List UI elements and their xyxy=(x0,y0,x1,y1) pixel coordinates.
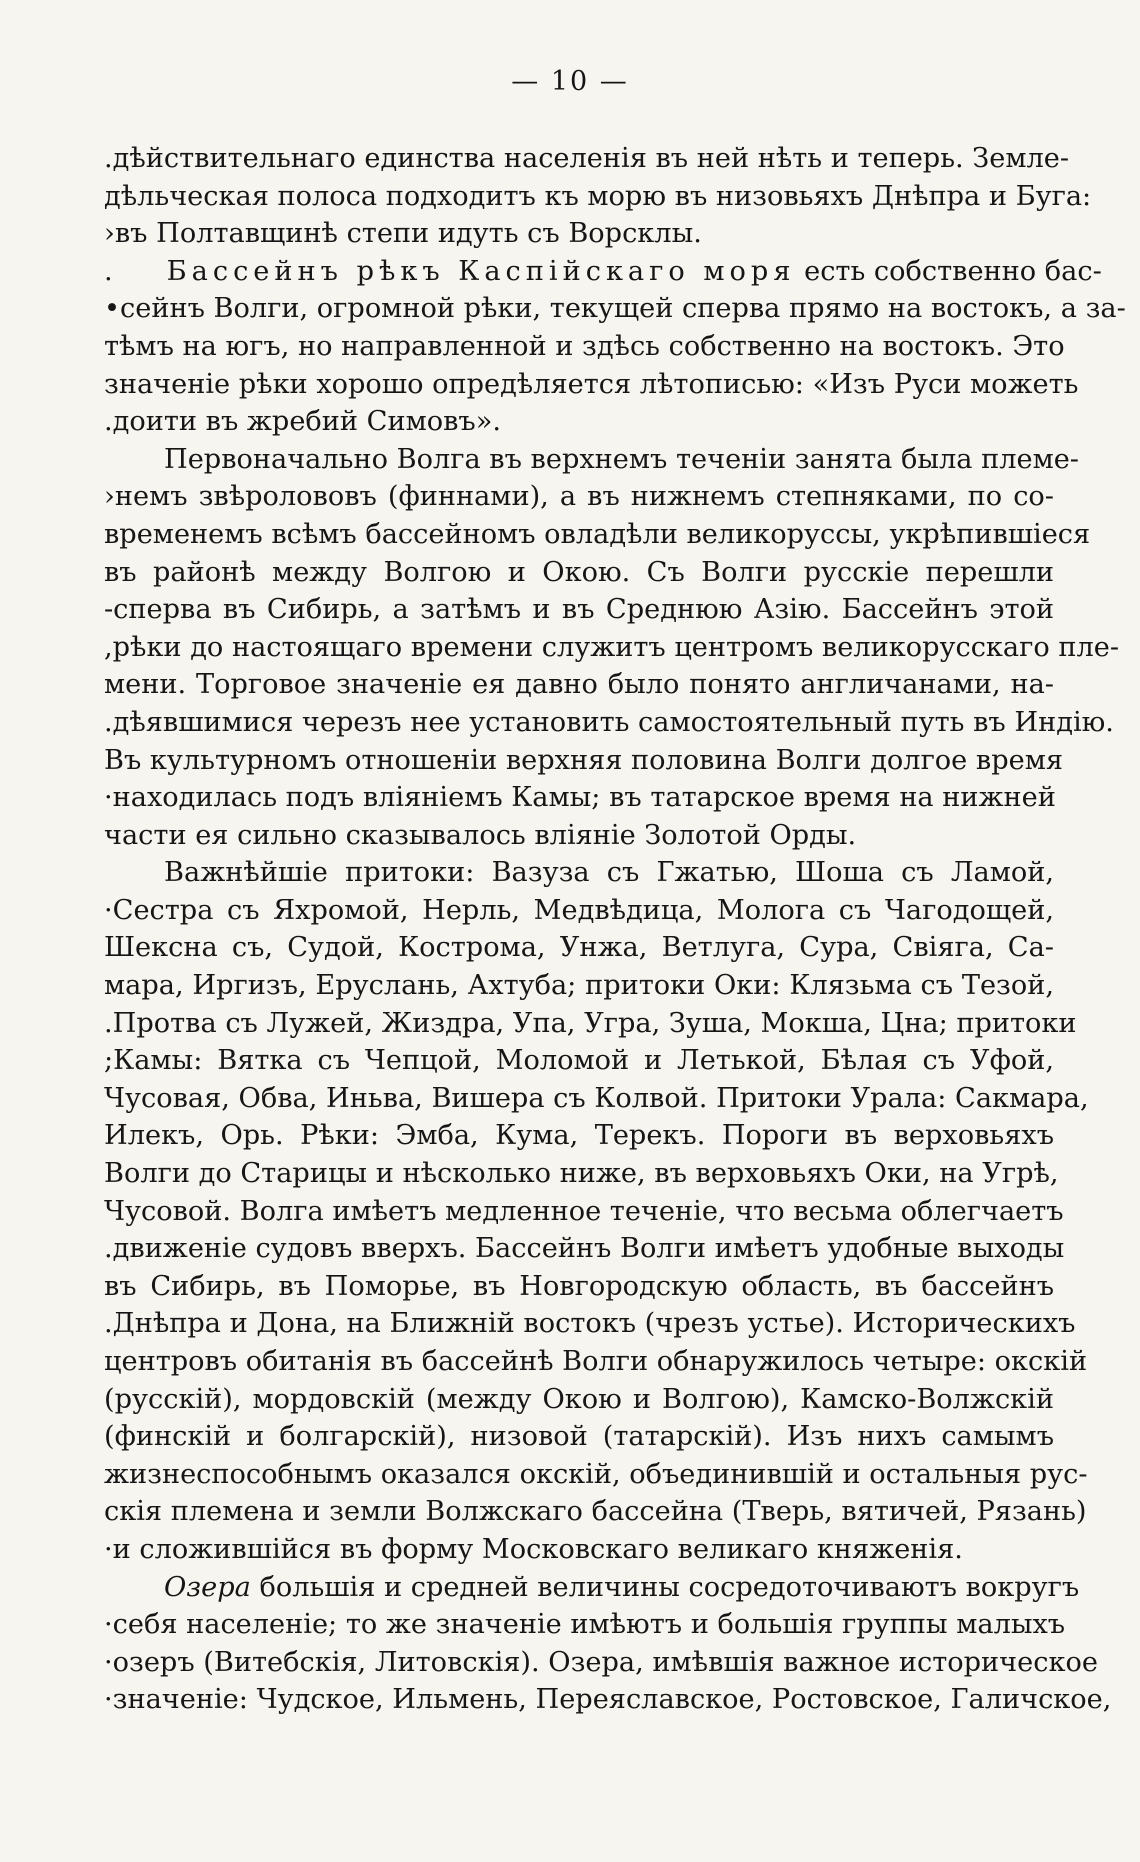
text-line: Илекъ, Орь. Рѣки: Эмба, Кума, Терекъ. Пороги въ верховьяхъ xyxy=(104,1120,1054,1152)
text-line: ›немъ звѣролововъ (финнами), а въ нижнемъ степняками, по со- xyxy=(104,481,1054,513)
paragraph-start-line: Первоначально Волга въ верхнемъ теченіи занята была племе- xyxy=(164,443,1079,475)
text-line: Волги до Старицы и нѣсколько ниже, въ верховьяхъ Оки, на Угрѣ, xyxy=(104,1158,1059,1190)
text-line: -сперва въ Сибирь, а затѣмъ и въ Среднюю Азію. Бассейнъ этой xyxy=(104,594,1054,626)
text-line: тѣмъ на югъ, но направленной и здѣсь собственно на востокъ. Это xyxy=(104,330,1065,362)
text-line: части ея сильно сказывалось вліяніе Золотой Орды. xyxy=(104,819,857,851)
text-line: ·себя населеніе; то же значеніе имѣютъ и большія группы малыхъ xyxy=(104,1609,1066,1641)
lakes-italic-word: Озера xyxy=(164,1571,251,1603)
text-line: ·находилась подъ вліяніемъ Камы; въ татарское время на нижней xyxy=(104,782,1056,814)
text-line: (финскій и болгарскій), низовой (татарскій). Изъ нихъ самымъ xyxy=(104,1421,1054,1453)
text-line: временемъ всѣмъ бассейномъ овладѣли великоруссы, укрѣпившіеся xyxy=(104,518,1091,550)
text-line: (русскій), мордовскій (между Окою и Волгою), Камско-Волжскій xyxy=(104,1383,1054,1415)
paragraph-start-line: Важнѣйшіе притоки: Вазуза съ Гжатью, Шоша съ Ламой, xyxy=(164,857,1054,889)
text-line: .дѣявшимися черезъ нее установить самостоятельный путь въ Индію. xyxy=(104,706,1114,738)
text-line: Въ культурномъ отношеніи верхняя половина Волги долгое время xyxy=(104,744,1064,776)
text-line: дѣльческая полоса подходитъ къ морю въ низовьяхъ Днѣпра и Буга: xyxy=(104,180,1092,212)
text-line: мени. Торговое значеніе ея давно было понято англичанами, на- xyxy=(104,669,1054,701)
text-line: Чусовой. Волга имѣетъ медленное теченіе, что весьма облегчаетъ xyxy=(104,1195,1064,1227)
basin-line-lead: . xyxy=(104,255,113,287)
text-line: ·и сложившійся въ форму Московскаго великаго княженія. xyxy=(104,1533,963,1565)
basin-line-rest: есть собственно бас- xyxy=(795,255,1102,287)
lakes-line-rest: большія и средней величины сосредоточиваютъ вокругъ xyxy=(250,1571,1080,1603)
text-line: ·озеръ (Витебскія, Литовскія). Озера, имѣвшія важное историческое xyxy=(104,1646,1098,1678)
lakes-heading-line xyxy=(104,1569,1080,1607)
text-line: ·значеніе: Чудское, Ильмень, Переяславское, Ростовское, Галичское, xyxy=(104,1684,1112,1716)
text-line: мара, Иргизъ, Еруслань, Ахтуба; притоки Оки: Клязьма съ Тезой, xyxy=(104,970,1054,1002)
text-line: значеніе рѣки хорошо опредѣляется лѣтописью: «Изъ Руси можеть xyxy=(104,368,1079,400)
basin-spaced-text: Бассейнъ рѣкъ Каспійскаго моря xyxy=(166,255,796,287)
basin-heading-line xyxy=(104,253,1102,291)
text-line: центровъ обитанія въ бассейнѣ Волги обнаружилось четыре: окскій xyxy=(104,1346,1088,1377)
page-number: — 10 — xyxy=(511,66,629,97)
text-line: .дѣйствительнаго единства населенія въ ней нѣть и теперь. Земле- xyxy=(104,143,1070,174)
text-line: ,рѣки до настоящаго времени служитъ центромъ великорусскаго пле- xyxy=(104,631,1120,663)
text-line: Чусовая, Обва, Иньва, Вишера съ Колвой. Притоки Урала: Сакмара, xyxy=(104,1082,1089,1114)
text-line: ›въ Полтавщинѣ степи идуть съ Ворсклы. xyxy=(104,218,702,250)
text-line: скія племена и земли Волжскаго бассейна (Тверь, вятичей, Рязань) xyxy=(104,1496,1087,1528)
text-line: жизнеспособнымъ оказался окскій, объединившій и остальныя рус- xyxy=(104,1458,1088,1490)
text-line: .Протва съ Лужей, Жиздра, Упа, Угра, Зуша, Мокша, Цна; притоки xyxy=(104,1007,1077,1039)
text-line: •сейнъ Волги, огромной рѣки, текущей сперва прямо на востокъ, а за- xyxy=(104,293,1126,325)
text-line: въ районѣ между Волгою и Окою. Съ Волги русскіе перешли xyxy=(104,556,1054,588)
text-line: ·Сестра съ Яхромой, Нерль, Медвѣдица, Молога съ Чагодощей, xyxy=(104,894,1054,926)
text-line: .доити въ жребий Симовъ». xyxy=(104,406,501,438)
page-text xyxy=(104,140,1126,1719)
text-line: Шексна съ, Судой, Кострома, Унжа, Ветлуга, Сура, Свіяга, Са- xyxy=(104,932,1054,964)
text-line: ;Камы: Вятка съ Чепцой, Моломой и Летькой, Бѣлая съ Уфой, xyxy=(104,1045,1054,1077)
text-line: .Днѣпра и Дона, на Ближній востокъ (чрезъ устье). Историческихъ xyxy=(104,1308,1076,1340)
text-line: въ Сибирь, въ Поморье, въ Новгородскую область, въ бассейнъ xyxy=(104,1270,1054,1302)
text-line: .движеніе судовъ вверхъ. Бассейнъ Волги имѣетъ удобные выходы xyxy=(104,1233,1065,1265)
